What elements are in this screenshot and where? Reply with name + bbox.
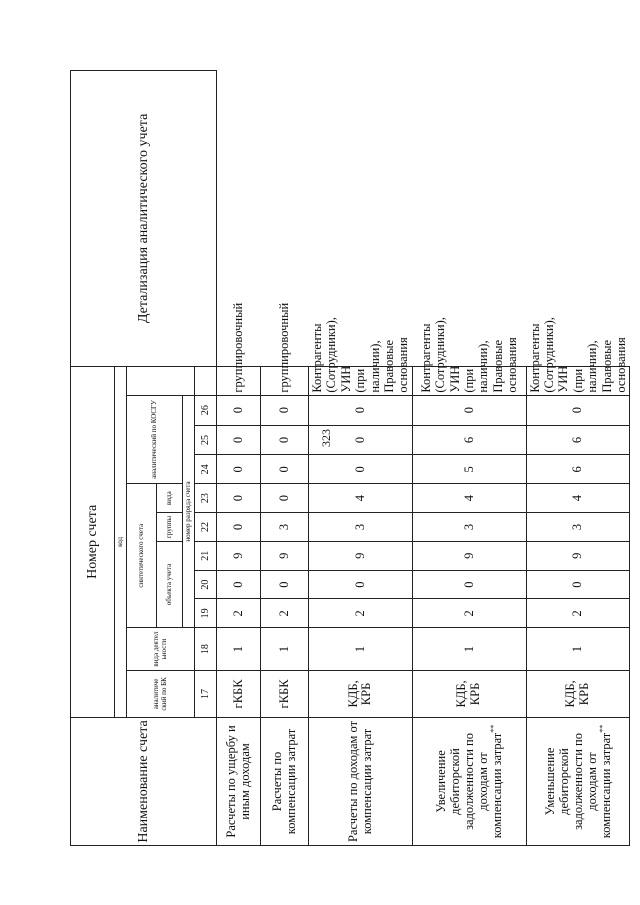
row-cell: 2 — [217, 599, 261, 628]
header-vid: вида — [157, 484, 183, 513]
row-cell: 0 — [412, 570, 526, 599]
row-cell: 0 — [309, 395, 413, 425]
row-cell: 6 — [526, 425, 630, 455]
row-cell: 4 — [309, 484, 413, 513]
col-num: 21 — [195, 541, 217, 570]
row-cell: 1 — [412, 628, 526, 671]
row-cell: 5 — [412, 455, 526, 484]
row-cell: 9 — [412, 541, 526, 570]
row-cell: 2 — [412, 599, 526, 628]
row-cell: 0 — [217, 570, 261, 599]
row-cell: 0 — [217, 455, 261, 484]
header-grp: группы — [157, 513, 183, 542]
header-analytic-kosgu: аналитический по КОСГУ — [127, 395, 183, 484]
row-bk: КДБ, КРБ — [309, 670, 413, 717]
header-detail: Детализация аналитического учета — [71, 71, 217, 367]
header-razryad: номер разряда счета — [183, 395, 195, 628]
row-cell: 3 — [309, 513, 413, 542]
row-cell: 0 — [309, 425, 413, 455]
header-vid-deyat: вида деятел ьности — [127, 628, 195, 671]
row-cell: 2 — [261, 599, 309, 628]
header-account-number: Номер счета — [71, 366, 115, 717]
row-cell: 0 — [261, 455, 309, 484]
row-cell: 0 — [526, 570, 630, 599]
header-kod: код — [115, 366, 127, 717]
row-cell: 0 — [261, 570, 309, 599]
row-cell: 0 — [217, 425, 261, 455]
header-analytic-bk: аналитиче ский по БК — [127, 670, 195, 717]
table-row — [261, 71, 309, 846]
row-name: Расчеты по ущербу и иным доходам — [217, 717, 261, 845]
row-cell: 9 — [309, 541, 413, 570]
col-num: 23 — [195, 484, 217, 513]
row-bk: гКБК — [217, 670, 261, 717]
row-cell: 0 — [526, 395, 630, 425]
row-cell: 0 — [217, 513, 261, 542]
header-empty — [127, 366, 195, 395]
row-cell: 1 — [261, 628, 309, 671]
row-cell: 4 — [412, 484, 526, 513]
row-cell: 0 — [309, 455, 413, 484]
row-detail: группировочный — [217, 366, 261, 395]
row-cell: 0 — [261, 425, 309, 455]
table-row — [309, 71, 413, 846]
row-cell: 3 — [412, 513, 526, 542]
row-cell: 0 — [261, 395, 309, 425]
header-account-name: Наименование счета — [71, 717, 217, 845]
row-cell: 0 — [261, 484, 309, 513]
row-cell: 9 — [526, 541, 630, 570]
table-row — [526, 71, 630, 846]
row-name: Расчеты по доходам от компенсации затрат — [309, 717, 413, 845]
row-cell: 1 — [217, 628, 261, 671]
row-cell: 3 — [261, 513, 309, 542]
row-bk: КДБ, КРБ — [412, 670, 526, 717]
row-cell: 2 — [526, 599, 630, 628]
page-number: 323 — [319, 429, 333, 447]
row-cell: 4 — [526, 484, 630, 513]
row-detail: Контрагенты (Сотрудники), УИН (при наличии), Правовые основания — [309, 366, 413, 395]
row-name: Уменьшение дебиторской задолженности по доходам от компенсации затрат** — [526, 717, 630, 845]
col-num: 18 — [195, 628, 217, 671]
rotated-table-container — [70, 70, 628, 846]
col-num: 26 — [195, 395, 217, 425]
row-detail: группировочный — [261, 366, 309, 395]
row-cell: 0 — [217, 484, 261, 513]
table-row — [412, 71, 526, 846]
row-cell: 0 — [412, 395, 526, 425]
row-name: Увеличение дебиторской задолженности по доходам от компенсации затрат** — [412, 717, 526, 845]
col-num: 19 — [195, 599, 217, 628]
row-cell: 3 — [526, 513, 630, 542]
col-num: 22 — [195, 513, 217, 542]
row-cell: 2 — [309, 599, 413, 628]
row-cell: 9 — [261, 541, 309, 570]
row-cell: 6 — [412, 425, 526, 455]
row-cell: 9 — [217, 541, 261, 570]
col-num: 17 — [195, 670, 217, 717]
row-bk: гКБК — [261, 670, 309, 717]
row-cell: 0 — [309, 570, 413, 599]
col-num: 25 — [195, 425, 217, 455]
table-row — [217, 71, 261, 846]
col-num: 20 — [195, 570, 217, 599]
header-obj: объекта учета — [157, 541, 183, 627]
row-detail: Контрагенты (Сотрудники), УИН (при наличии), Правовые основания — [526, 366, 630, 395]
header-synthetic: синтетического счета — [127, 484, 157, 628]
row-cell: 0 — [217, 395, 261, 425]
row-name: Расчеты по компенсации затрат — [261, 717, 309, 845]
row-cell: 1 — [309, 628, 413, 671]
row-cell: 6 — [526, 455, 630, 484]
row-bk: КДБ, КРБ — [526, 670, 630, 717]
row-cell: 1 — [526, 628, 630, 671]
row-detail: Контрагенты (Сотрудники), УИН (при наличии), Правовые основания — [412, 366, 526, 395]
accounts-table — [70, 70, 630, 846]
col-num: 24 — [195, 455, 217, 484]
